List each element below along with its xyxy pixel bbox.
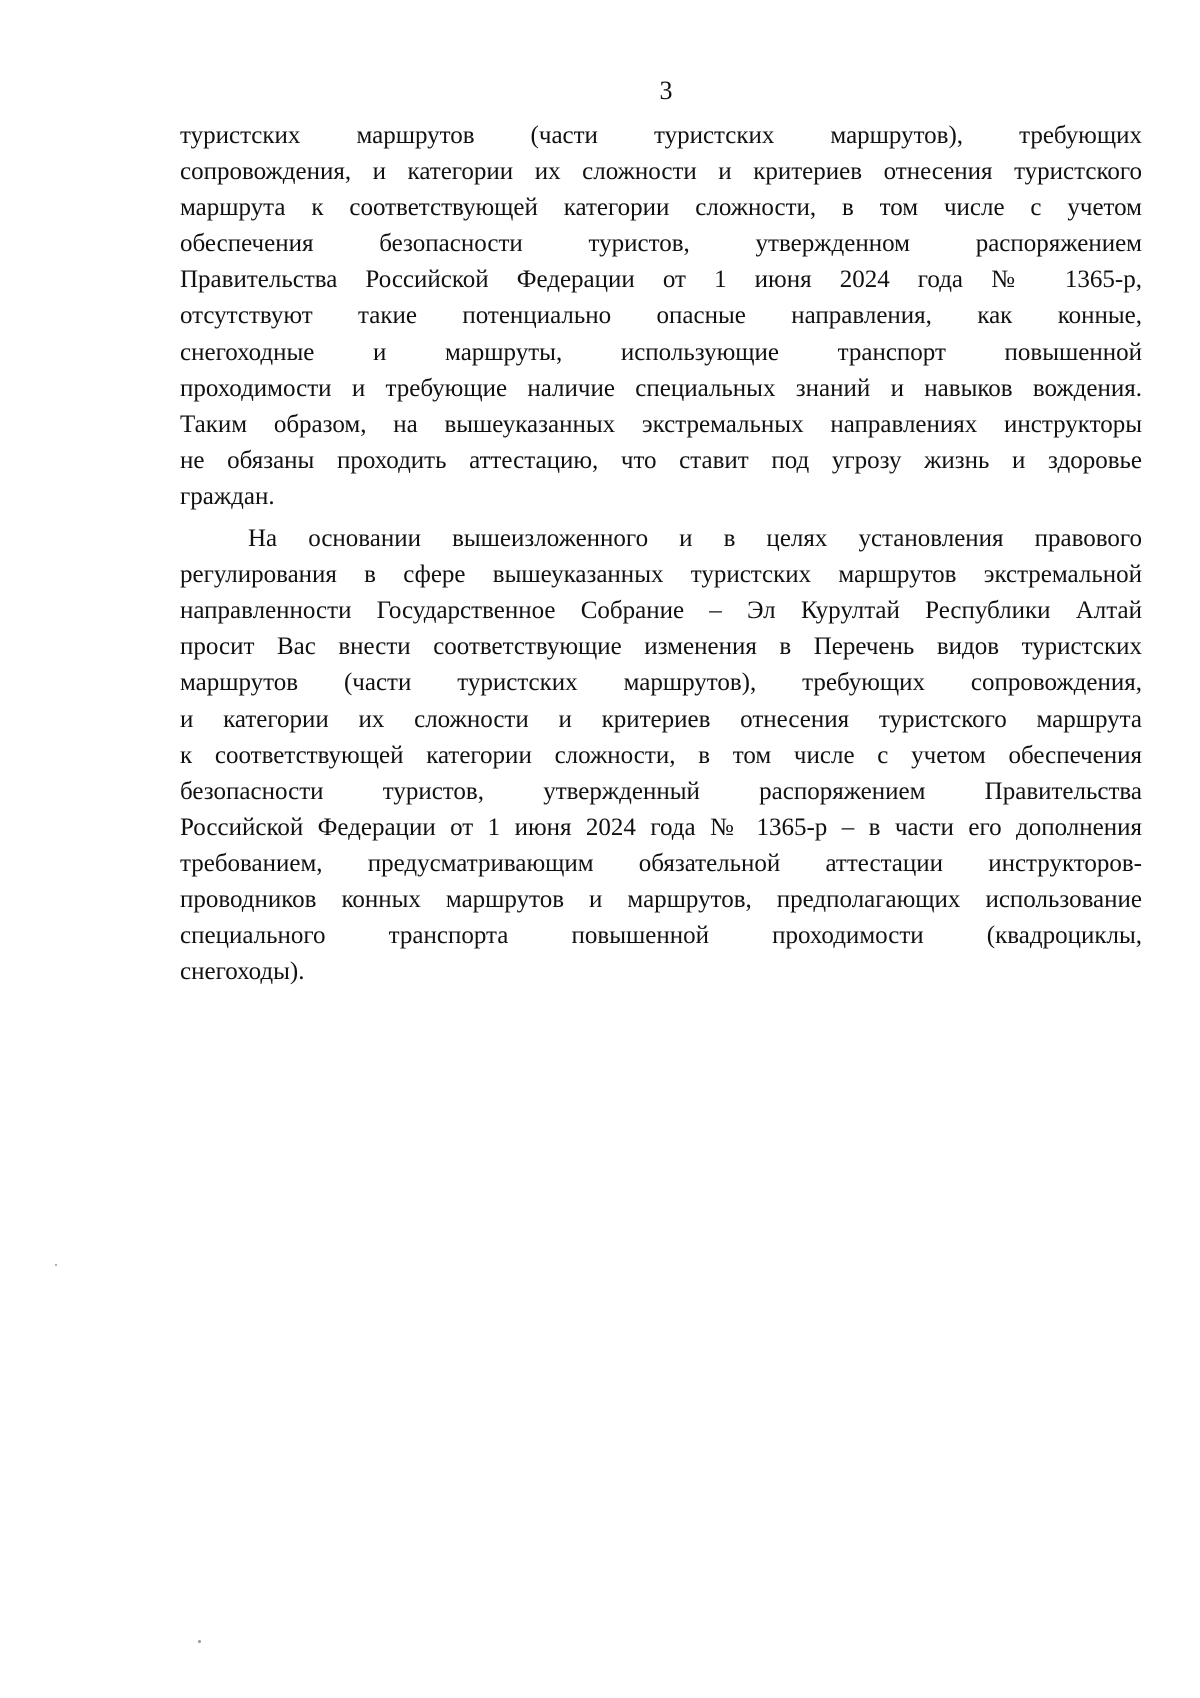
text-line: не обязаны проходить аттестацию, что ставит под угрозу жизнь и здоровье xyxy=(180,446,1142,474)
text-line: проходимости и требующие наличие специальных знаний и навыков вождения. xyxy=(180,374,1142,402)
text-line: сопровождения, и категории их сложности и критериев отнесения туристского xyxy=(180,158,1142,186)
scan-speck xyxy=(198,1640,201,1643)
paragraph-1 xyxy=(180,118,1142,515)
text-line: требованием, предусматривающим обязательной аттестации инструкторов- xyxy=(180,849,1142,877)
text-line: Российской Федерации от 1 июня 2024 года № 1365-р – в части его дополнения xyxy=(180,813,1142,841)
text-line: просит Вас внести соответствующие изменения в Перечень видов туристских xyxy=(180,633,1142,661)
text-line: специального транспорта повышенной проходимости (квадроциклы, xyxy=(180,922,1142,950)
text-line: На основании вышеизложенного и в целях установления правового xyxy=(248,525,1142,553)
text-line: отсутствуют такие потенциально опасные направления, как конные, xyxy=(180,302,1142,330)
text-line: маршрута к соответствующей категории сложности, в том числе с учетом xyxy=(180,194,1142,222)
text-line: направленности Государственное Собрание – Эл Курултай Республики Алтай xyxy=(180,597,1142,625)
text-line: Правительства Российской Федерации от 1 июня 2024 года № 1365-р, xyxy=(180,266,1142,294)
text-line: проводников конных маршрутов и маршрутов, предполагающих использование xyxy=(180,885,1142,913)
text-line: безопасности туристов, утвержденный распоряжением Правительства xyxy=(180,777,1142,805)
document-body xyxy=(180,118,1142,990)
text-line: к соответствующей категории сложности, в том числе с учетом обеспечения xyxy=(180,741,1142,769)
text-line: граждан. xyxy=(180,482,275,510)
text-line: и категории их сложности и критериев отнесения туристского маршрута xyxy=(180,705,1142,733)
text-line: снегоходные и маршруты, использующие транспорт повышенной xyxy=(180,338,1142,366)
text-line: обеспечения безопасности туристов, утвержденном распоряжением xyxy=(180,230,1142,258)
text-line: маршрутов (части туристских маршрутов), требующих сопровождения, xyxy=(180,669,1142,697)
text-line: Таким образом, на вышеуказанных экстремальных направлениях инструкторы xyxy=(180,410,1142,438)
paragraph-2 xyxy=(180,521,1142,990)
text-line: туристских маршрутов (части туристских маршрутов), требующих xyxy=(180,122,1142,149)
text-line: регулирования в сфере вышеуказанных туристских маршрутов экстремальной xyxy=(180,561,1142,589)
scan-speck xyxy=(55,1264,57,1266)
text-line: снегоходы). xyxy=(180,958,305,986)
page-number: 3 xyxy=(659,76,673,105)
